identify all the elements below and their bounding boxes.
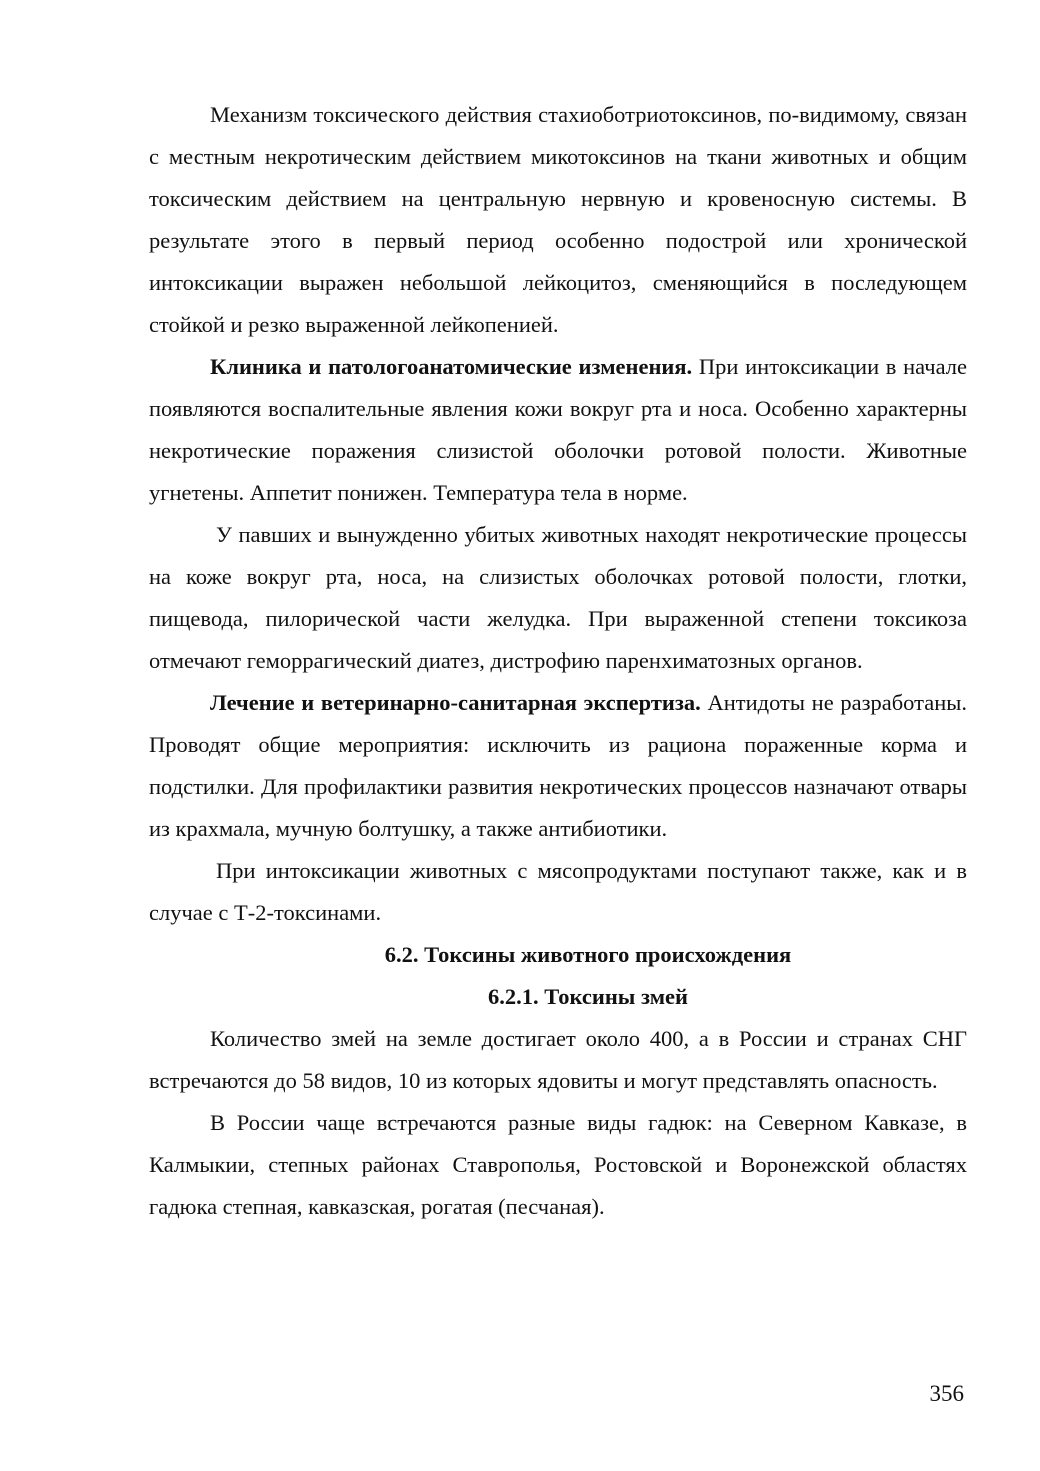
paragraph-meat-products: При интоксикации животных с мясопродуктами поступают также, как и в случае с Т-2-токсинами.: [149, 858, 967, 925]
page-number: 356: [929, 1381, 964, 1406]
page-content: [149, 94, 967, 1228]
paragraph-vipers: В России чаще встречаются разные виды гадюк: на Северном Кавказе, в Калмыкии, степных районах Ставрополья, Ростовской и Воронежской областях гадюка степная, кавказская, рогатая (песчаная).: [149, 1110, 967, 1219]
paragraph-pathology: У павших и вынужденно убитых животных находят некротические процессы на коже вокруг рта, носа, на слизистых оболочках ротовой полости, глотки, пищевода, пилорической части желудка. При выраженной степени токсикоза отмечают геморрагический диатез, дистрофию паренхиматозных органов.: [149, 522, 967, 673]
paragraph-snake-count: Количество змей на земле достигает около 400, а в России и странах СНГ встречаются до 58 видов, 10 из которых ядовиты и могут представлять опасность.: [149, 1026, 967, 1093]
paragraph-clinical-signs: [149, 346, 967, 514]
paragraph-treatment-text: Антидоты не разработаны. Проводят общие мероприятия: исключить из рациона пораженные корма и подстилки. Для профилактики развития некротических процессов назначают отвары из крахмала, мучную болтушку, а также антибиотики.: [149, 690, 967, 841]
run-in-heading-clinical: Клиника и патологоанатомические изменения.: [210, 354, 693, 379]
subsection-heading: 6.2.1. Токсины змей: [487, 984, 688, 1009]
section-heading: 6.2. Токсины животного происхождения: [384, 942, 792, 967]
paragraph-treatment: [149, 682, 967, 850]
paragraph-toxic-mechanism: Механизм токсического действия стахиоботриотоксинов, по-видимому, связан с местным некротическим действием микотоксинов на ткани животных и общим токсическим действием на центральную нервную и кровеносную системы. В результате этого в первый период особенно подострой или хронической интоксикации выражен небольшой лейкоцитоз, сменяющийся в последующем стойкой и резко выраженной лейкопенией.: [149, 102, 967, 337]
paragraph-clinical-text: При интоксикации в начале появляются воспалительные явления кожи вокруг рта и носа. Особенно характерны некротические поражения слизистой оболочки ротовой полости. Животные угнетены. Аппетит понижен. Температура тела в норме.: [149, 354, 967, 505]
run-in-heading-treatment: Лечение и ветеринарно-санитарная экспертиза.: [210, 690, 701, 715]
